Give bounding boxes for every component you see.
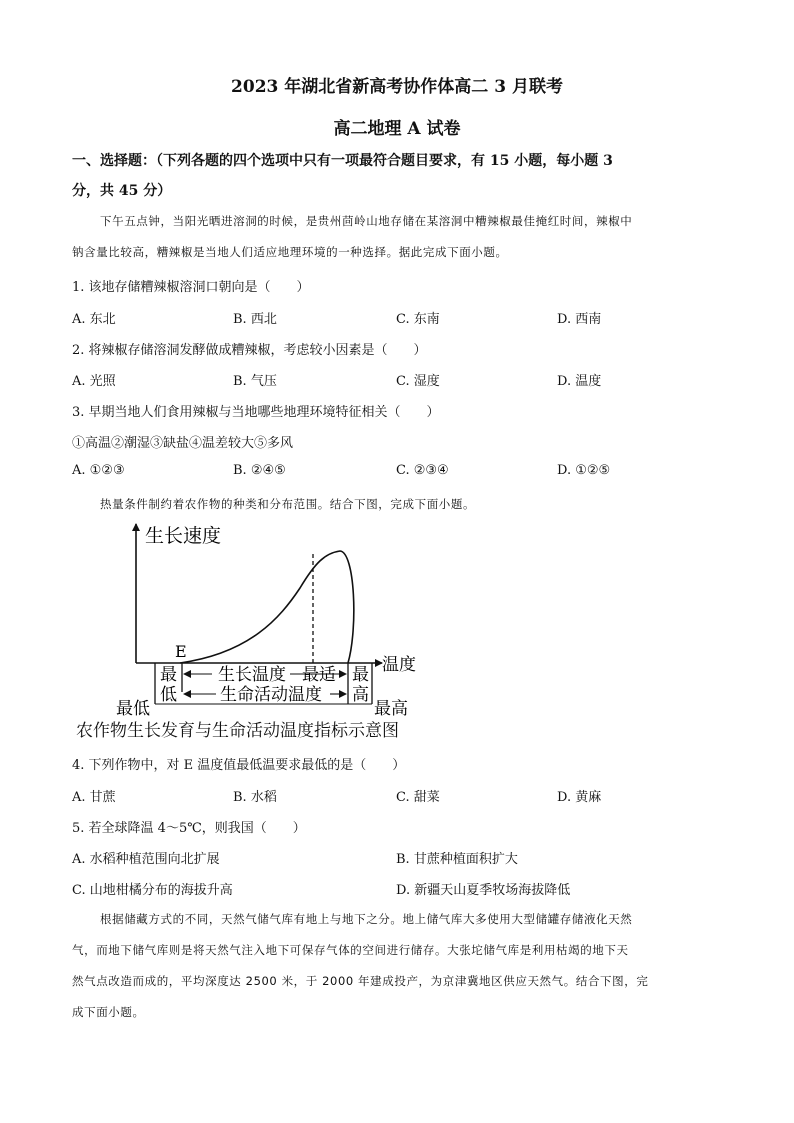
point-e-label: E: [175, 642, 187, 661]
max-label-bottom: 高: [352, 685, 369, 705]
question-2-option-c[interactable]: C. 湿度: [396, 374, 440, 389]
life-activity-temperature-label: 生命活动温度: [220, 685, 322, 705]
y-axis-label: 生长速度: [145, 525, 222, 547]
question-1-option-b[interactable]: B. 西北: [233, 312, 277, 327]
question-4-option-c[interactable]: C. 甜菜: [396, 790, 440, 805]
question-1-option-d[interactable]: D. 西南: [557, 312, 602, 327]
question-3-stem: 3. 早期当地人们食用辣椒与当地哪些地理环境特征相关（ ）: [72, 405, 440, 420]
diagram-caption: 农作物生长发育与生命活动温度指标示意图: [76, 721, 399, 741]
question-5-option-d[interactable]: D. 新疆天山夏季牧场海拔降低: [396, 883, 571, 898]
question-3-option-b[interactable]: B. ②④⑤: [233, 463, 286, 478]
highest-label: 最高: [374, 699, 408, 718]
optimal-label: 最适: [302, 665, 336, 685]
growth-temperature-label: 生长温度: [218, 665, 286, 685]
growth-temperature-diagram: [110, 518, 430, 718]
growth-curve: [180, 551, 354, 663]
section-heading-cont: 分，共 45 分）: [72, 183, 172, 199]
question-4-option-b[interactable]: B. 水稻: [233, 790, 277, 805]
passage-2-line-1: 热量条件制约着农作物的种类和分布范围。结合下图，完成下面小题。: [100, 497, 476, 511]
passage-1-line-1: 下午五点钟，当阳光晒进溶洞的时候，是贵州茴岭山地存储在某溶洞中糟辣椒最佳掩红时间，辣椒中: [100, 214, 633, 228]
question-2-option-a[interactable]: A. 光照: [72, 374, 116, 389]
question-3-items: ①高温②潮湿③缺盐④温差较大⑤多风: [72, 436, 294, 451]
section-heading: 一、选择题：（下列各题的四个选项中只有一项最符合题目要求，有 15 小题，每小题 3: [72, 153, 613, 169]
question-2-option-b[interactable]: B. 气压: [233, 374, 277, 389]
question-2-stem: 2. 将辣椒存储溶洞发酵做成糟辣椒，考虑较小因素是（ ）: [72, 343, 427, 358]
max-label-top: 最: [352, 665, 369, 685]
question-3-option-d[interactable]: D. ①②⑤: [557, 463, 611, 478]
question-1-stem: 1. 该地存储糟辣椒溶洞口朝向是（ ）: [72, 280, 310, 295]
question-3-option-a[interactable]: A. ①②③: [72, 463, 125, 478]
passage-3-line-1: 根据储藏方式的不同，天然气储气库有地上与地下之分。地上储气库大多使用大型储罐存储液化天然: [100, 912, 633, 926]
question-5-option-c[interactable]: C. 山地柑橘分布的海拔升高: [72, 883, 233, 898]
exam-title: 2023 年湖北省新高考协作体高二 3 月联考: [231, 77, 563, 97]
question-4-stem: 4. 下列作物中，对 E 温度值最低温要求最低的是（ ）: [72, 758, 406, 773]
question-5-option-b[interactable]: B. 甘蔗种植面积扩大: [396, 852, 518, 867]
min-label-top: 最: [160, 665, 177, 685]
question-5-option-a[interactable]: A. 水稻种植范围向北扩展: [72, 852, 220, 867]
question-3-option-c[interactable]: C. ②③④: [396, 463, 449, 478]
question-4-option-a[interactable]: A. 甘蔗: [72, 790, 116, 805]
min-label-bottom: 低: [160, 685, 177, 705]
passage-3-line-3: 然气点改造而成的，平均深度达 2500 米，于 2000 年建成投产，为京津冀地区供应天然气。结合下图，完: [72, 974, 649, 988]
question-5-stem: 5. 若全球降温 4～5℃，则我国（ ）: [72, 821, 306, 836]
exam-subtitle: 高二地理 A 试卷: [333, 119, 461, 139]
question-1-option-c[interactable]: C. 东南: [396, 312, 440, 327]
passage-3-line-2: 气，而地下储气库则是将天然气注入地下可保存气体的空间进行储存。大张坨储气库是利用枯竭的地下天: [72, 943, 629, 957]
question-2-option-d[interactable]: D. 温度: [557, 374, 602, 389]
passage-3-line-4: 成下面小题。: [72, 1005, 145, 1019]
passage-1-line-2: 钠含量比较高，糟辣椒是当地人们适应地理环境的一种选择。据此完成下面小题。: [72, 245, 508, 259]
lowest-label: 最低: [116, 699, 150, 718]
question-1-option-a[interactable]: A. 东北: [72, 312, 116, 327]
x-axis-label: 温度: [382, 655, 416, 675]
question-4-option-d[interactable]: D. 黄麻: [557, 790, 602, 805]
